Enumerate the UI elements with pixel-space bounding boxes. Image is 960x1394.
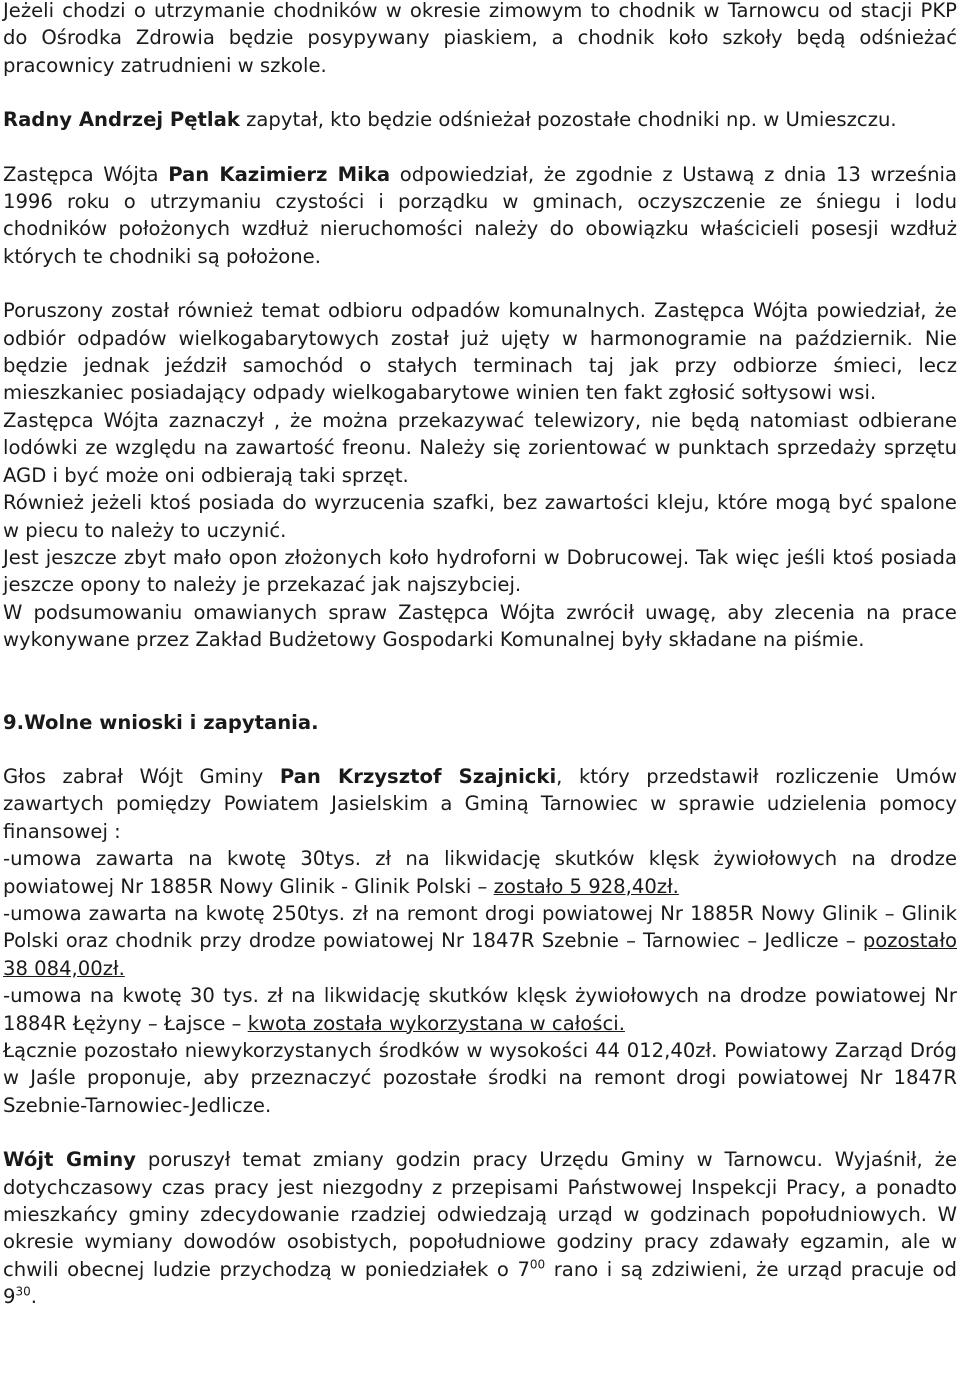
time-superscript: 00 — [529, 1257, 546, 1272]
item-text: -umowa zawarta na kwotę 30tys. zł na likwidację skutków klęsk żywiołowych na drodze powiatowej Nr 1885R Nowy Glinik - Glinik Polski – — [3, 847, 957, 898]
paragraph-text: . — [30, 1285, 37, 1309]
paragraph-cabinets: Również jeżeli ktoś posiada do wyrzucenia szafki, bez zawartości kleju, które mogą być spalone w piecu to należy to uczynić. — [3, 491, 957, 542]
paragraph-office-hours — [3, 1146, 957, 1310]
paragraph-waste-collection: Poruszony został również temat odbioru odpadów komunalnych. Zastępca Wójta powiedział, że odbiór odpadów wielkogabarytowych został już ujęty w harmonogramie na październik. Nie będzie jednak jeździł samochód o stałych terminach taj jak przy odbiorze śmieci, lecz mieszkaniec posiadający odpady wielkogabarytowe winien ten fakt zgłosić sołtysowi wsi. — [3, 299, 957, 405]
paragraph-mayor-settlement — [3, 763, 957, 845]
section-heading: 9.Wolne wnioski i zapytania. — [3, 710, 319, 734]
paragraph-text: odpowiedział, że zgodnie z Ustawą z dnia 13 września 1996 roku o utrzymaniu czystości i porządku w gminach, oczyszczenie ze śniegu i lodu chodników położonych wzdłuż nieruchomości należy do obowiązku właścicieli posesji wzdłuż których te chodniki są położone. — [3, 162, 957, 268]
paragraph-councillor-question — [3, 106, 957, 133]
paragraph-text: zapytał, kto będzie odśnieżał pozostałe chodniki np. w Umieszczu. — [239, 108, 897, 132]
item-remaining-amount: zostało 5 928,40zł. — [493, 874, 679, 898]
paragraph-text: poruszył temat zmiany godzin pracy Urzędu Gminy w Tarnowcu. Wyjaśnił, że dotychczasowy czas pracy jest niezgodny z przepisami Państwowej Inspekcji Pracy, a ponadto mieszkańcy gminy zdecydowanie rzadziej odwiedzają urząd w godzinach popołudniowych. W okresie wymiany dowodów osobistych, popołudniowe godziny pracy zdawały egzamin, ale w chwili obecnej ludzie przychodzą w poniedziałek o 7 — [3, 1148, 958, 1281]
paragraph-text: , który przedstawił rozliczenie Umów zawartych pomiędzy Powiatem Jasielskim a Gminą Tarnowiec w sprawie udzielenia pomocy finansowej : — [3, 764, 957, 843]
paragraph-text: Głos zabrał Wójt Gminy — [3, 764, 280, 788]
speaker-name: Pan Kazimierz Mika — [168, 162, 391, 186]
spacer — [3, 270, 957, 297]
spacer — [3, 1119, 957, 1146]
paragraph-summary: W podsumowaniu omawianych spraw Zastępca Wójta zwrócił uwagę, aby zlecenia na prace wykonywane przez Zakład Budżetowy Gospodarki Komunalnej były składane na piśmie. — [3, 600, 957, 652]
paragraph-tyres: Jest jeszcze zbyt mało opon złożonych koło hydroforni w Dobrucowej. Tak więc jeśli ktoś posiada jeszcze opony to należy je przekazać jak najszybciej. — [3, 545, 957, 597]
item-text: -umowa na kwotę 30 tys. zł na likwidację skutków klęsk żywiołowych na drodze powiatowej Nr 1884R Łężyny – Łajsce – — [3, 984, 957, 1035]
agreement-item-1 — [3, 845, 957, 900]
item-remaining-amount: pozostało 38 084,00zł. — [3, 929, 957, 980]
speaker-name: Wójt Gminy — [3, 1148, 136, 1172]
speaker-name: Radny Andrzej Pętlak — [3, 108, 240, 132]
spacer — [3, 79, 957, 106]
agreement-item-2 — [3, 900, 957, 982]
speaker-name: Pan Krzysztof Szajnicki — [279, 764, 557, 788]
spacer — [3, 736, 957, 763]
agreement-item-3 — [3, 982, 957, 1037]
spacer — [3, 134, 957, 161]
item-remaining-amount: kwota została wykorzystana w całości. — [247, 1011, 625, 1035]
spacer — [3, 654, 957, 709]
time-superscript: 30 — [15, 1284, 31, 1299]
paragraph-tv-fridges: Zastępca Wójta zaznaczył , że można przekazywać telewizory, nie będą natomiast odbierane lodówki ze względu na zawartość freonu. Należy się zorientować w punktach sprzedaży sprzętu AGD i być może oni odbierają taki sprzęt. — [3, 408, 957, 487]
paragraph-deputy-answer — [3, 161, 957, 271]
paragraph-total-remaining: Łącznie pozostało niewykorzystanych środków w wysokości 44 012,40zł. Powiatowy Zarząd Dróg w Jaśle proponuje, aby przeznaczyć pozostałe środki na remont drogi powiatowej Nr 1847R Szebnie-Tarnowiec-Jedlicze. — [3, 1039, 957, 1117]
paragraph-text: rano i są zdziwieni, że urząd pracuje od 9 — [3, 1257, 957, 1309]
paragraph-winter-sidewalks: Jeżeli chodzi o utrzymanie chodników w okresie zimowym to chodnik w Tarnowcu od stacji PKP do Ośrodka Zdrowia będzie posypywany piaskiem, a chodnik koło szkoły będą odśnieżać pracownicy zatrudnieni w szkole. — [3, 0, 957, 77]
item-text: -umowa zawarta na kwotę 250tys. zł na remont drogi powiatowej Nr 1885R Nowy Glinik – Glinik Polski oraz chodnik przy drodze powiatowej Nr 1847R Szebnie – Tarnowiec – Jedlicze – — [3, 901, 957, 953]
paragraph-text: Zastępca Wójta — [3, 162, 169, 186]
